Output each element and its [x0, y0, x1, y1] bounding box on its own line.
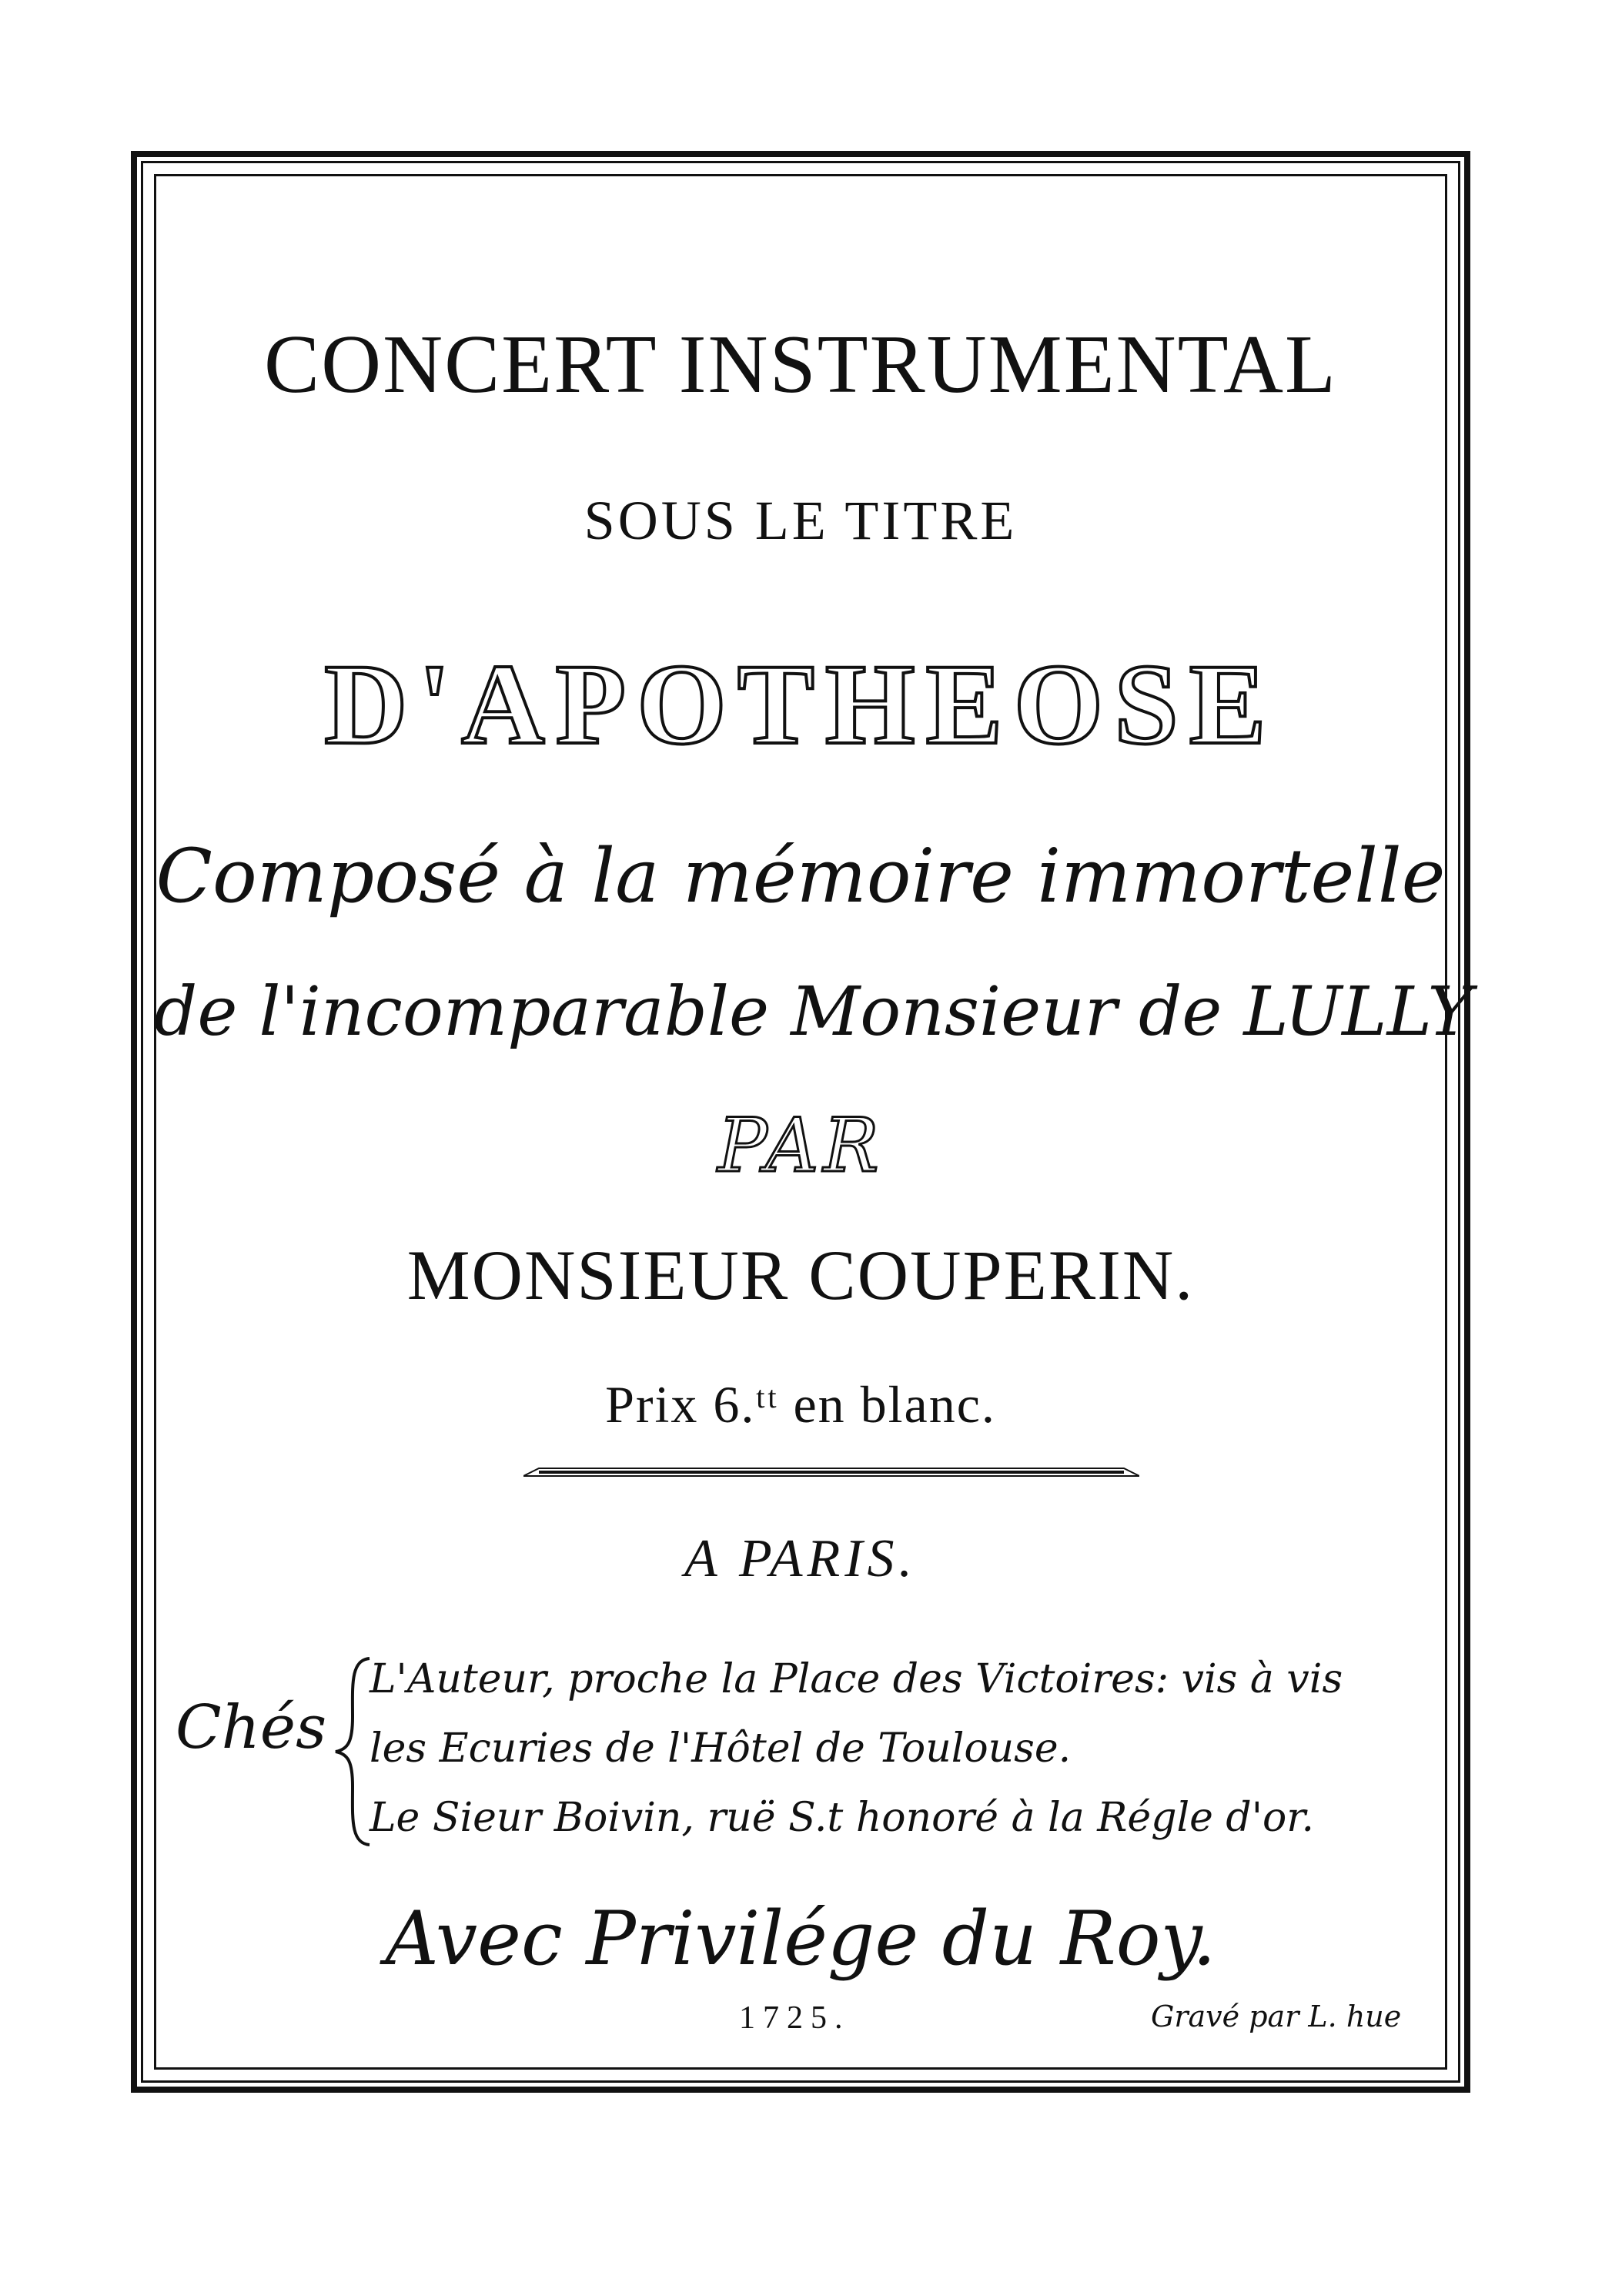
title-line-2: SOUS LE TITRE	[584, 490, 1018, 551]
address-line-3: Le Sieur Boivin, ruë S.t honoré à la Régle d'or.	[370, 1795, 1314, 1841]
author-name: MONSIEUR COUPERIN.	[406, 1236, 1195, 1314]
par-ornament: PAR	[717, 1103, 884, 1189]
price: Prix 6.ᵗᵗ en blanc.	[605, 1375, 996, 1434]
address-line-1: L'Auteur, proche la Place des Victoires: vis à vis	[370, 1656, 1343, 1702]
address-line-2: les Ecuries de l'Hôtel de Toulouse.	[370, 1725, 1072, 1772]
dedication-line-2: de l'incomparable Monsieur de LULLY	[154, 972, 1473, 1051]
city-paris: A PARIS.	[684, 1529, 918, 1588]
title-line-1: CONCERT INSTRUMENTAL	[264, 319, 1337, 410]
year: 1725.	[739, 2000, 851, 2036]
ches-label: Chés	[176, 1693, 327, 1762]
dedication-line-1: Composé à la mémoire immortelle	[156, 833, 1446, 919]
royal-privilege: Avec Privilége du Roy.	[385, 1896, 1216, 1982]
engraver-credit: Gravé par L. hue	[1151, 2000, 1402, 2033]
title-apotheose: D'APOTHEOSE	[324, 641, 1277, 768]
ornamental-rule	[523, 1467, 1139, 1478]
